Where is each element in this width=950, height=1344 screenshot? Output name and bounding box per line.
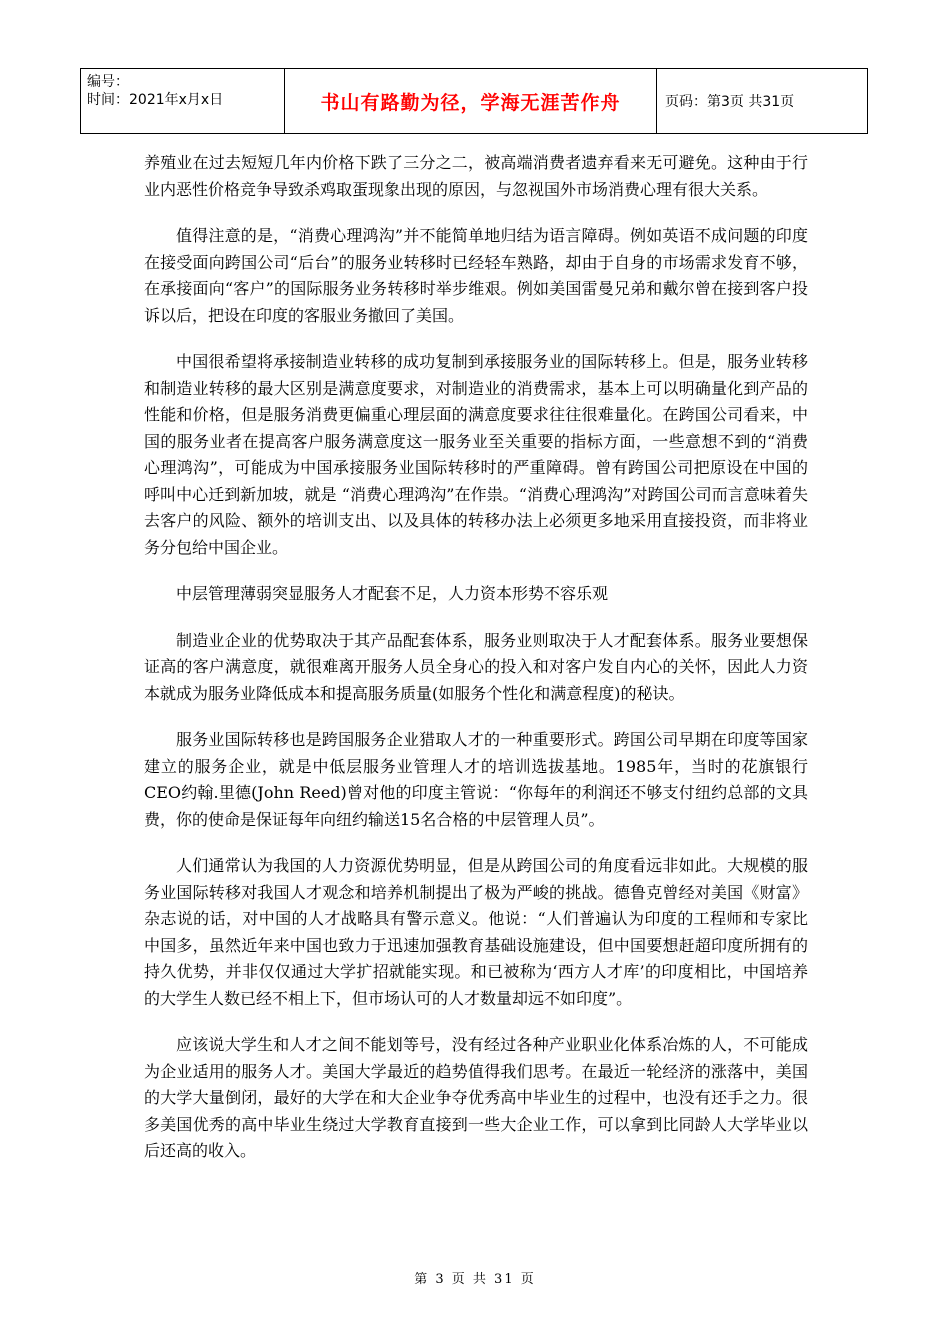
paragraph: 制造业企业的优势取决于其产品配套体系，服务业则取决于人才配套体系。服务业要想保证高的客户满意度，就很难离开服务人员全身心的投入和对客户发自内心的关怀，因此人力资本就成为服务业降低成本和提高服务质量(如服务个性化和满意程度)的秘诀。	[144, 630, 808, 703]
paragraph-continued: 养殖业在过去短短几年内价格下跌了三分之二，被高端消费者遗弃看来无可避免。这种由于行业内恶性价格竞争导致杀鸡取蛋现象出现的原因，与忽视国外市场消费心理有很大关系。	[144, 153, 808, 199]
paragraph: 应该说大学生和人才之间不能划等号，没有经过各种产业职业化体系冶炼的人，不可能成为企业适用的服务人才。美国大学最近的趋势值得我们思考。在最近一轮经济的涨落中，美国的大学大量倒闭，最好的大学在和大企业争夺优秀高中毕业生的过程中，也没有还手之力。很多美国优秀的高中毕业生绕过大学教育直接到一些大企业工作，可以拿到比同龄人大学毕业以后还高的收入。	[144, 1035, 808, 1160]
document-time-label: 时间：2021年x月x日	[87, 92, 224, 108]
paragraph: 中国很希望将承接制造业转移的成功复制到承接服务业的国际转移上。但是，服务业转移和制造业转移的最大区别是满意度要求，对制造业的消费需求，基本上可以明确量化到产品的性能和价格，但是服务消费更偏重心理层面的满意度要求往往很难量化。在跨国公司看来，中国的服务业者在提高客户服务满意度这一服务业至关重要的指标方面，一些意想不到的“消费心理鸿沟”，可能成为中国承接服务业国际转移时的严重障碍。曾有跨国公司把原设在中国的呼叫中心迁到新加坡，就是 “消费心理鸿沟”在作祟。“消费心理鸿沟”对跨国公司而言意味着失去客户的风险、额外的培训支出、以及具体的转移办法上必须更多地采用直接投资，而非将业务分包给中国企业。	[144, 352, 808, 557]
document-number-label: 编号：	[87, 74, 129, 90]
header-page-info: 页码：第3页 共31页	[665, 94, 795, 110]
paragraph: 人们通常认为我国的人力资源优势明显，但是从跨国公司的角度看远非如此。大规模的服务业国际转移对我国人才观念和培养机制提出了极为严峻的挑战。德鲁克曾经对美国《财富》杂志说的话，对中国的人才战略具有警示意义。他说：“人们普遍认为印度的工程师和专家比中国多，虽然近年来中国也致力于迅速加强教育基础设施建设，但中国要想赶超印度所拥有的持久优势，并非仅仅通过大学扩招就能实现。和已被称为‘西方人才库’的印度相比，中国培养的大学生人数已经不相上下，但市场认可的人才数量却远不如印度”。	[144, 856, 808, 1008]
header-meta	[81, 69, 285, 133]
page-footer: 第 3 页 共 31 页	[414, 1272, 536, 1287]
paragraph: 服务业国际转移也是跨国服务企业猎取人才的一种重要形式。跨国公司早期在印度等国家建立的服务企业，就是中低层服务业管理人才的培训选拔基地。1985年，当时的花旗银行CEO约翰.里德(John Reed)曾对他的印度主管说：“你每年的利润还不够支付纽约总部的文具费，你的使命是保证每年向纽约输送15名合格的中层管理人员”。	[144, 730, 808, 829]
header-motto: 书山有路勤为径，学海无涯苦作舟	[285, 69, 657, 133]
document-body	[144, 150, 808, 1185]
section-heading: 中层管理薄弱突显服务人才配套不足，人力资本形势不容乐观	[176, 584, 609, 603]
page-header	[80, 68, 868, 134]
paragraph: 值得注意的是，“消费心理鸿沟”并不能简单地归结为语言障碍。例如英语不成问题的印度在接受面向跨国公司“后台”的服务业转移时已经轻车熟路，却由于自身的市场需求发育不够，在承接面向“客户”的国际服务业务转移时举步维艰。例如美国雷曼兄弟和戴尔曾在接到客户投诉以后，把设在印度的客服业务撤回了美国。	[144, 226, 808, 325]
